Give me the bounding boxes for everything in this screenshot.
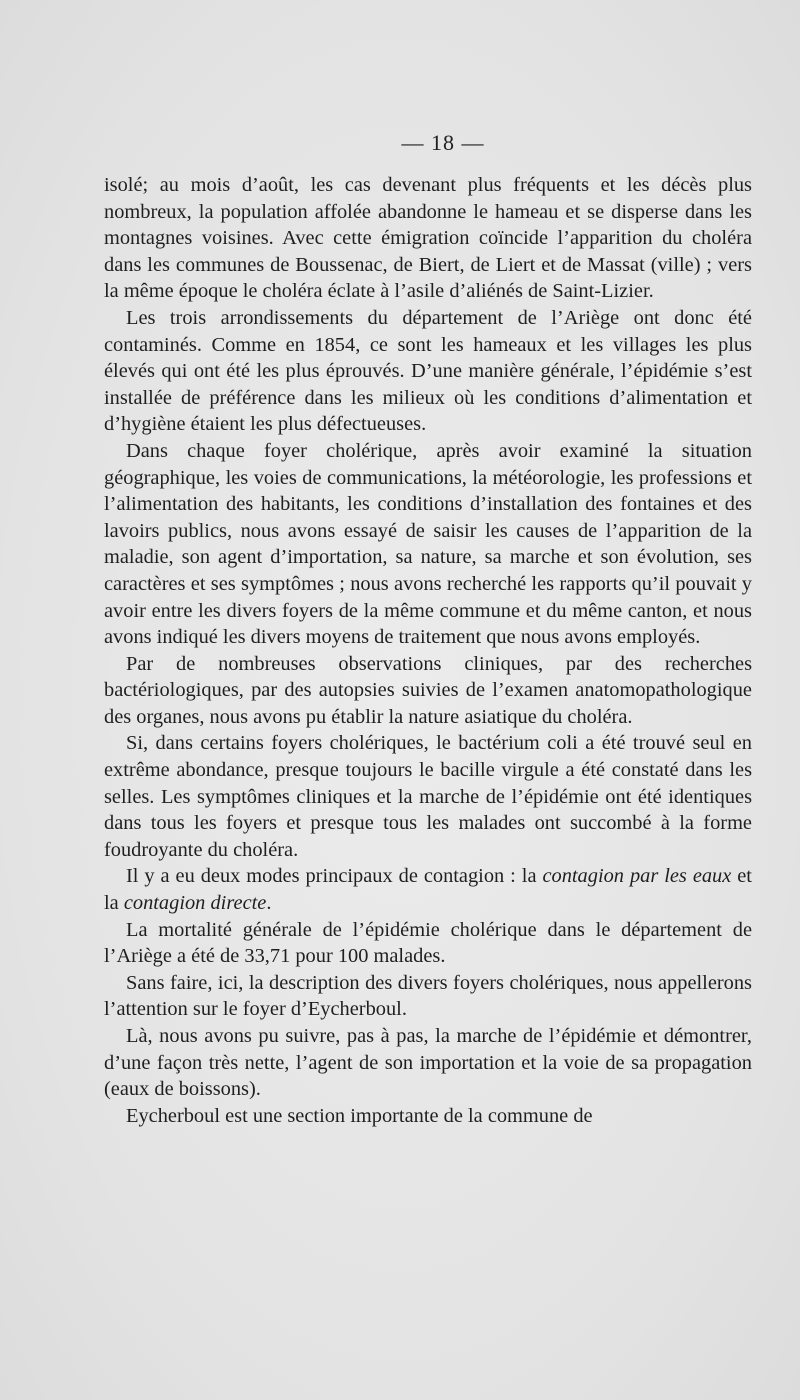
body-text: [104, 172, 752, 1129]
paragraph-7: La mortalité générale de l’épidémie cholérique dans le département de l’Ariège a été de 33,71 pour 100 malades.: [104, 918, 752, 968]
paragraph-1: isolé; au mois d’août, les cas devenant plus fréquents et les décès plus nombreux, la population affolée abandonne le hameau et se disperse dans les montagnes voisines. Avec cette émigration coïncide l’apparition du choléra dans les communes de Boussenac, de Biert, de Liert et de Massat (ville) ; vers la même époque le choléra éclate à l’asile d’aliénés de Saint-Lizier.: [104, 174, 752, 303]
paragraph-10: Eycherboul est une section importante de la commune de: [126, 1104, 593, 1127]
paragraph-6: [104, 863, 752, 916]
paragraph-6-text-b: et la: [104, 865, 752, 915]
paragraph-6-italic-a: contagion par les eaux: [542, 865, 732, 888]
paragraph-2: Les trois arrondissements du département de l’Ariège ont donc été contaminés. Comme en 1854, ce sont les hameaux et les villages les plus élevés qui ont été les plus éprouvés. D’une manière générale, l’épidémie s’est installée de préférence dans les milieux où les conditions d’alimentation et d’hygiène étaient les plus défectueuses.: [104, 306, 752, 436]
paragraph-4: Par de nombreuses observations cliniques, par des recherches bactériologiques, par des autopsies suivies de l’examen anatomopathologique des organes, nous avons pu établir la nature asiatique du choléra.: [104, 652, 752, 728]
paragraph-8: Sans faire, ici, la description des divers foyers cholériques, nous appellerons l’attention sur le foyer d’Eycherboul.: [104, 971, 752, 1021]
paragraph-6-text-c: .: [266, 892, 272, 915]
paragraph-9: Là, nous avons pu suivre, pas à pas, la marche de l’épidémie et démontrer, d’une façon très nette, l’agent de son importation et la voie de sa propagation (eaux de boissons).: [104, 1025, 752, 1101]
page-number: — 18 —: [401, 130, 485, 155]
paragraph-5: Si, dans certains foyers cholériques, le bactérium coli a été trouvé seul en extrême abondance, presque toujours le bacille virgule a été constaté dans les selles. Les symptômes cliniques et la marche de l’épidémie ont été identiques dans tous les foyers et presque tous les malades ont succombé à la forme foudroyante du choléra.: [104, 732, 752, 861]
paragraph-3: Dans chaque foyer cholérique, après avoir examiné la situation géographique, les voies de communications, la météorologie, les professions et l’alimentation des habitants, les conditions d’installation des fontaines et des lavoirs publics, nous avons essayé de saisir les causes de l’apparition de la maladie, son agent d’importation, sa nature, sa marche et son évolution, ses caractères et ses symptômes ; nous avons recherché les rapports qu’il pouvait y avoir entre les divers foyers de la même commune et du même canton, et nous avons indiqué les divers moyens de traitement que nous avons employés.: [104, 439, 752, 649]
paragraph-6-italic-b: contagion directe: [123, 892, 267, 915]
paragraph-6-text-a: Il y a eu deux modes principaux de contagion : la: [126, 865, 543, 888]
